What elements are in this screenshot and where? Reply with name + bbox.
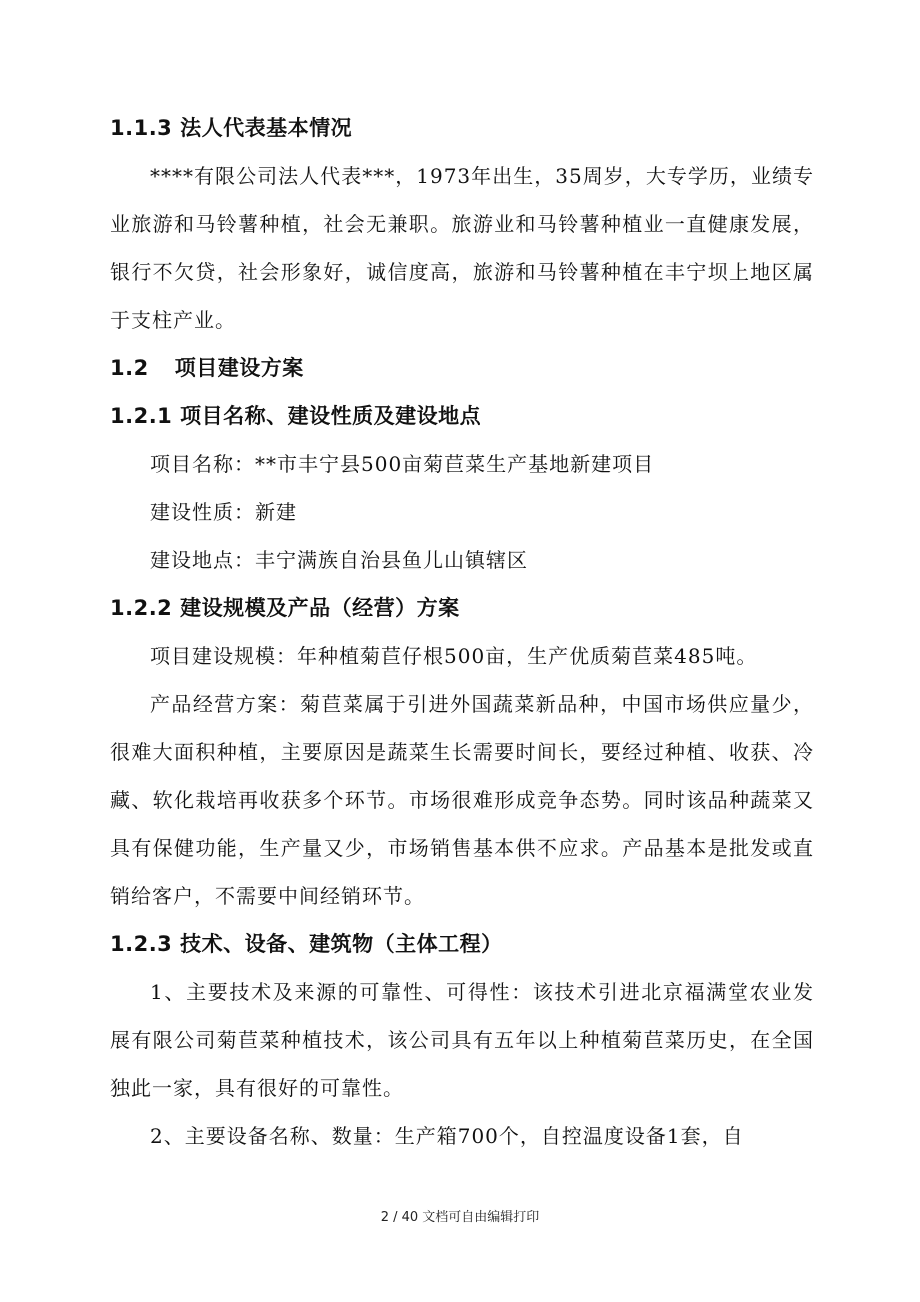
- paragraph-main-equipment: 2、主要设备名称、数量：生产箱700个，自控温度设备1套，自: [150, 1124, 744, 1148]
- paragraph-legal-representative: ****有限公司法人代表***，1973年出生，35周岁，大专学历，业绩专业旅游和马铃薯种植，社会无兼职。旅游业和马铃薯种植业一直健康发展，银行不欠贷，社会形象好，诚信度高，旅游和马铃薯种植在丰宁坝上地区属于支柱产业。: [110, 164, 814, 332]
- paragraph-construction-scale: 项目建设规模：年种植菊苣仔根500亩，生产优质菊苣菜485吨。: [150, 644, 758, 668]
- paragraph-construction-nature: 建设性质：新建: [150, 500, 297, 524]
- heading-1-2-title: 项目建设方案: [174, 356, 304, 380]
- heading-1-2-2: 1.2.2 建设规模及产品（经营）方案: [110, 596, 460, 620]
- page-content: [110, 104, 814, 1160]
- paragraph-project-name: 项目名称：**市丰宁县500亩菊苣菜生产基地新建项目: [150, 452, 655, 476]
- page-footer: 2 / 40 文档可自由编辑打印: [380, 1210, 540, 1225]
- paragraph-product-plan: 产品经营方案：菊苣菜属于引进外国蔬菜新品种，中国市场供应量少，很难大面积种植，主要原因是蔬菜生长需要时间长，要经过种植、收获、冷藏、软化栽培再收获多个环节。市场很难形成竞争态势。同时该品种蔬菜又具有保健功能，生产量又少，市场销售基本供不应求。产品基本是批发或直销给客户，不需要中间经销环节。: [110, 692, 814, 908]
- paragraph-main-technology: 1、主要技术及来源的可靠性、可得性：该技术引进北京福满堂农业发展有限公司菊苣菜种植技术，该公司具有五年以上种植菊苣菜历史，在全国独此一家，具有很好的可靠性。: [110, 980, 814, 1100]
- heading-1-2: [110, 344, 814, 392]
- heading-1-1-3: 1.1.3 法人代表基本情况: [110, 116, 353, 140]
- paragraph-construction-location: 建设地点：丰宁满族自治县鱼儿山镇辖区: [150, 548, 528, 572]
- heading-1-2-3: 1.2.3 技术、设备、建筑物（主体工程）: [110, 932, 503, 956]
- heading-1-2-1: 1.2.1 项目名称、建设性质及建设地点: [110, 404, 482, 428]
- heading-1-2-number: 1.2: [110, 356, 149, 380]
